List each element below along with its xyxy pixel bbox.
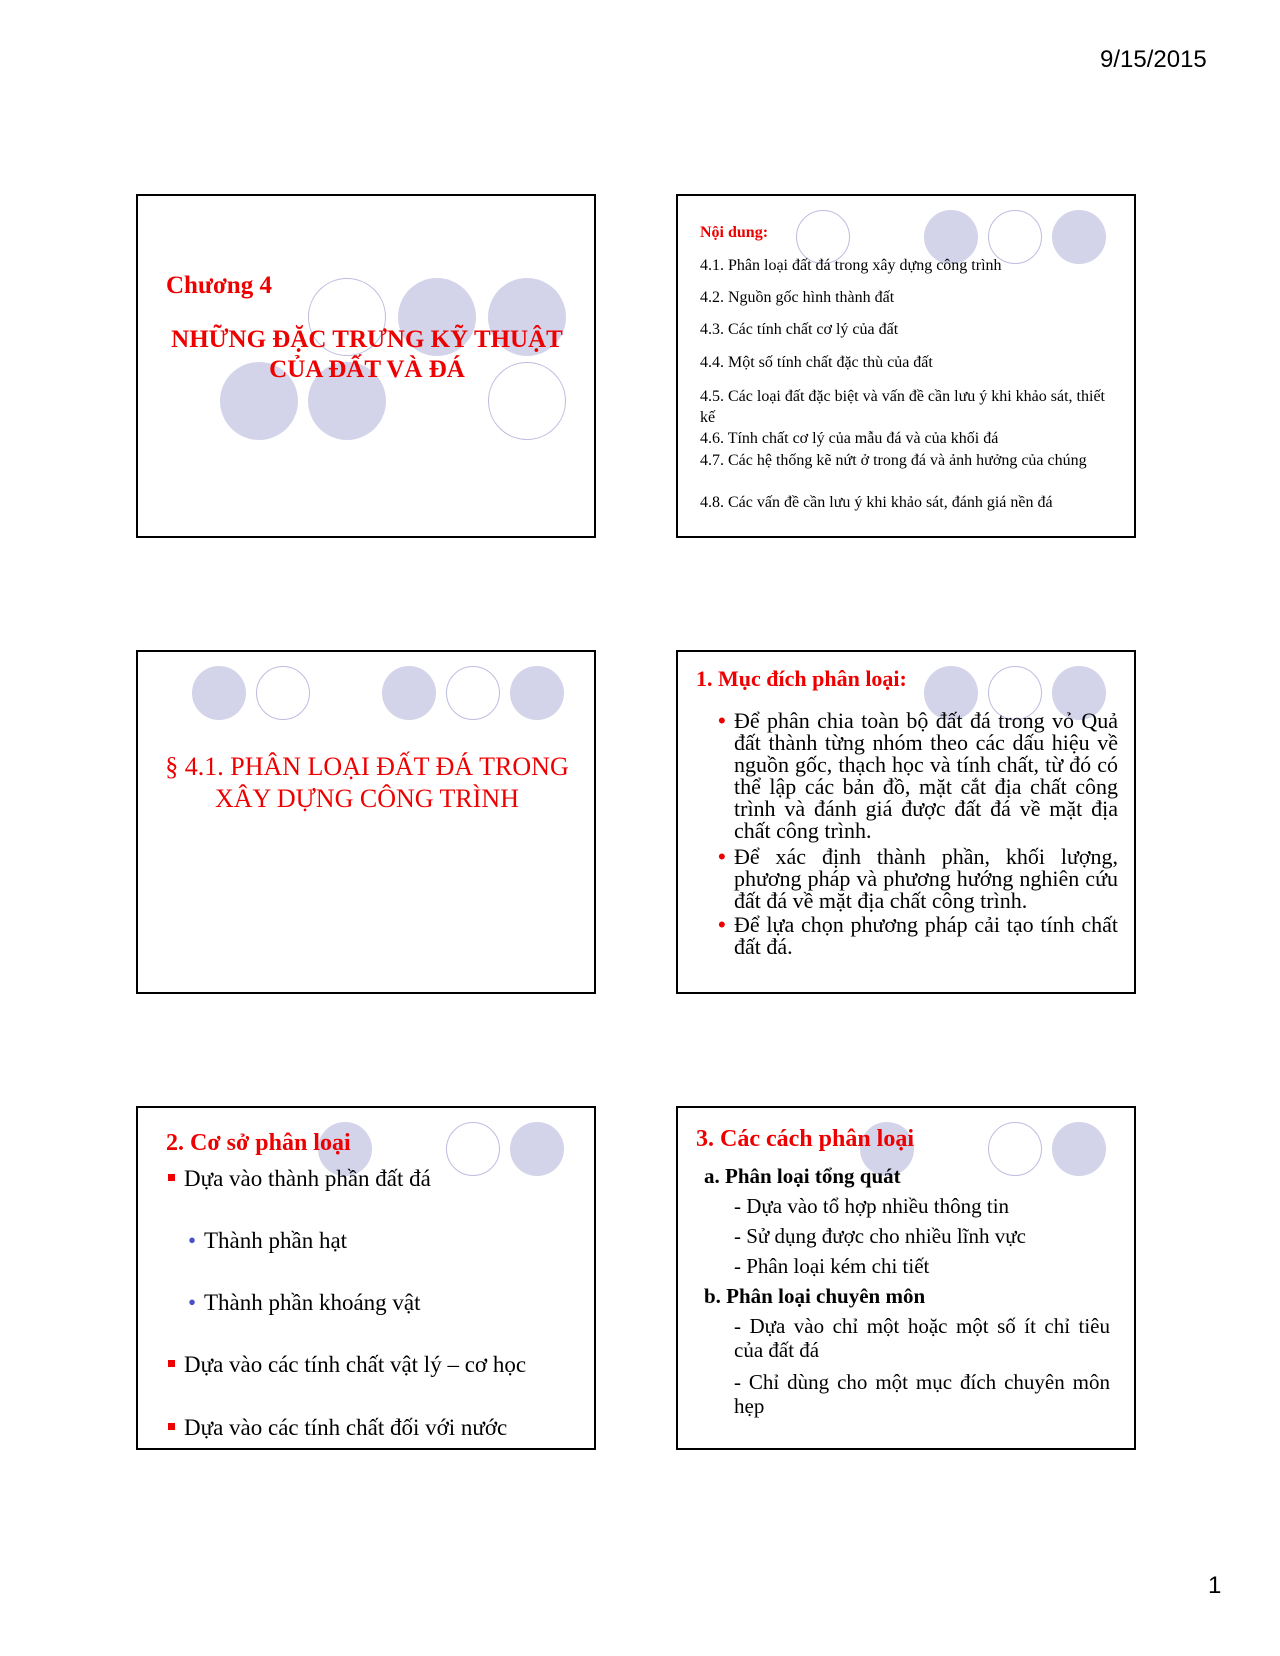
list-item-level-2 xyxy=(188,1290,596,1316)
toc-item: 4.6. Tính chất cơ lý của mẫu đá và của khối đá xyxy=(700,430,999,447)
decor-circle xyxy=(446,666,500,720)
list-item-level-2 xyxy=(188,1228,596,1254)
bullet-dot-icon: • xyxy=(188,1290,197,1315)
chapter-label: Chương 4 xyxy=(166,272,272,299)
decor-circle xyxy=(192,666,246,720)
bullet-dot-icon: • xyxy=(718,844,726,869)
list-item-text: Dựa vào các tính chất vật lý – cơ học xyxy=(184,1352,527,1377)
square-bullet-icon xyxy=(168,1423,175,1430)
bullet-text: Để phân chia toàn bộ đất đá trong vỏ Quả đất thành từng nhóm theo các dấu hiệu về nguồn gốc, thạch học và tính chất, từ đó có thể lập các bản đồ, mặt cắt địa chất công trình và đánh giá được đất đá về mặt địa chất công trình. xyxy=(734,708,1118,843)
list-item-text: Thành phần khoáng vật xyxy=(204,1290,421,1315)
toc-item: 4.1. Phân loại đất đá trong xây dựng công trình xyxy=(700,257,1002,274)
list-item-level-1 xyxy=(168,1352,596,1378)
toc-item: 4.4. Một số tính chất đặc thù của đất xyxy=(700,354,933,371)
toc-item: 4.3. Các tính chất cơ lý của đất xyxy=(700,321,899,338)
section-title-line-1: § 4.1. PHÂN LOẠI ĐẤT ĐÁ TRONG xyxy=(165,752,569,781)
slide-1 xyxy=(136,194,596,538)
bullet-dot-icon: • xyxy=(718,708,726,733)
decor-circle xyxy=(256,666,310,720)
bullet-dot-icon: • xyxy=(188,1228,197,1253)
bullet-text: Để lựa chọn phương pháp cải tạo tính chất đất đá. xyxy=(734,912,1118,959)
section-title-line-2: XÂY DỰNG CÔNG TRÌNH xyxy=(214,784,519,813)
chapter-title-line-1: NHỮNG ĐẶC TRƯNG KỸ THUẬT xyxy=(171,326,563,353)
bullet-item xyxy=(718,914,1118,958)
list-item-level-1 xyxy=(168,1166,596,1192)
bullet-item xyxy=(718,846,1118,912)
page-date: 9/15/2015 xyxy=(1100,46,1207,73)
slide-6 xyxy=(676,1106,1136,1450)
list-item: - Chỉ dùng cho một mục đích chuyên môn hẹp xyxy=(734,1370,1110,1418)
bullet-text: Để xác định thành phần, khối lượng, phương pháp và phương hướng nghiên cứu đất đá về mặt địa chất công trình. xyxy=(734,844,1118,913)
bullet-item xyxy=(718,710,1118,842)
list-item-text: Dựa vào các tính chất đối với nước xyxy=(184,1415,508,1440)
list-item-level-1 xyxy=(168,1415,596,1441)
slide-5 xyxy=(136,1106,596,1450)
list-item: - Dựa vào tổ hợp nhiều thông tin xyxy=(734,1194,1010,1218)
toc-item: 4.5. Các loại đất đặc biệt và vấn đề cần lưu ý khi khảo sát, thiết kế xyxy=(700,388,1105,426)
slide-heading: 1. Mục đích phân loại: xyxy=(696,666,907,691)
slide-4 xyxy=(676,650,1136,994)
slide-3 xyxy=(136,650,596,994)
bullet-dot-icon: • xyxy=(718,912,726,937)
list-item-text: Thành phần hạt xyxy=(204,1228,348,1253)
page-number: 1 xyxy=(1208,1572,1222,1599)
list-item: - Sử dụng được cho nhiều lĩnh vực xyxy=(734,1224,1026,1248)
decor-circle xyxy=(382,666,436,720)
list-item: - Dựa vào chỉ một hoặc một số ít chỉ tiêu của đất đá xyxy=(734,1314,1110,1362)
toc-item: 4.7. Các hệ thống kẽ nứt ở trong đá và ảnh hưởng của chúng xyxy=(700,452,1087,469)
slide-heading: 3. Các cách phân loại xyxy=(696,1126,915,1152)
list-item-text: Dựa vào thành phần đất đá xyxy=(184,1166,431,1191)
toc-item: 4.2. Nguồn gốc hình thành đất xyxy=(700,289,895,306)
decor-circle xyxy=(1052,1122,1106,1176)
bullet-list xyxy=(718,710,1118,958)
toc-item: 4.8. Các vấn đề cần lưu ý khi khảo sát, đánh giá nền đá xyxy=(700,494,1053,511)
slide-2 xyxy=(676,194,1136,538)
square-bullet-icon xyxy=(168,1174,175,1181)
decor-circle xyxy=(510,666,564,720)
decor-circle xyxy=(988,1122,1042,1176)
subheading-b: b. Phân loại chuyên môn xyxy=(704,1284,926,1308)
subheading-a: a. Phân loại tổng quát xyxy=(704,1164,901,1188)
chapter-title-line-2: CỦA ĐẤT VÀ ĐÁ xyxy=(269,356,465,383)
toc-heading: Nội dung: xyxy=(700,224,769,241)
square-bullet-icon xyxy=(168,1360,175,1367)
slide-heading: 2. Cơ sở phân loại xyxy=(166,1130,351,1156)
list-item: - Phân loại kém chi tiết xyxy=(734,1254,930,1278)
